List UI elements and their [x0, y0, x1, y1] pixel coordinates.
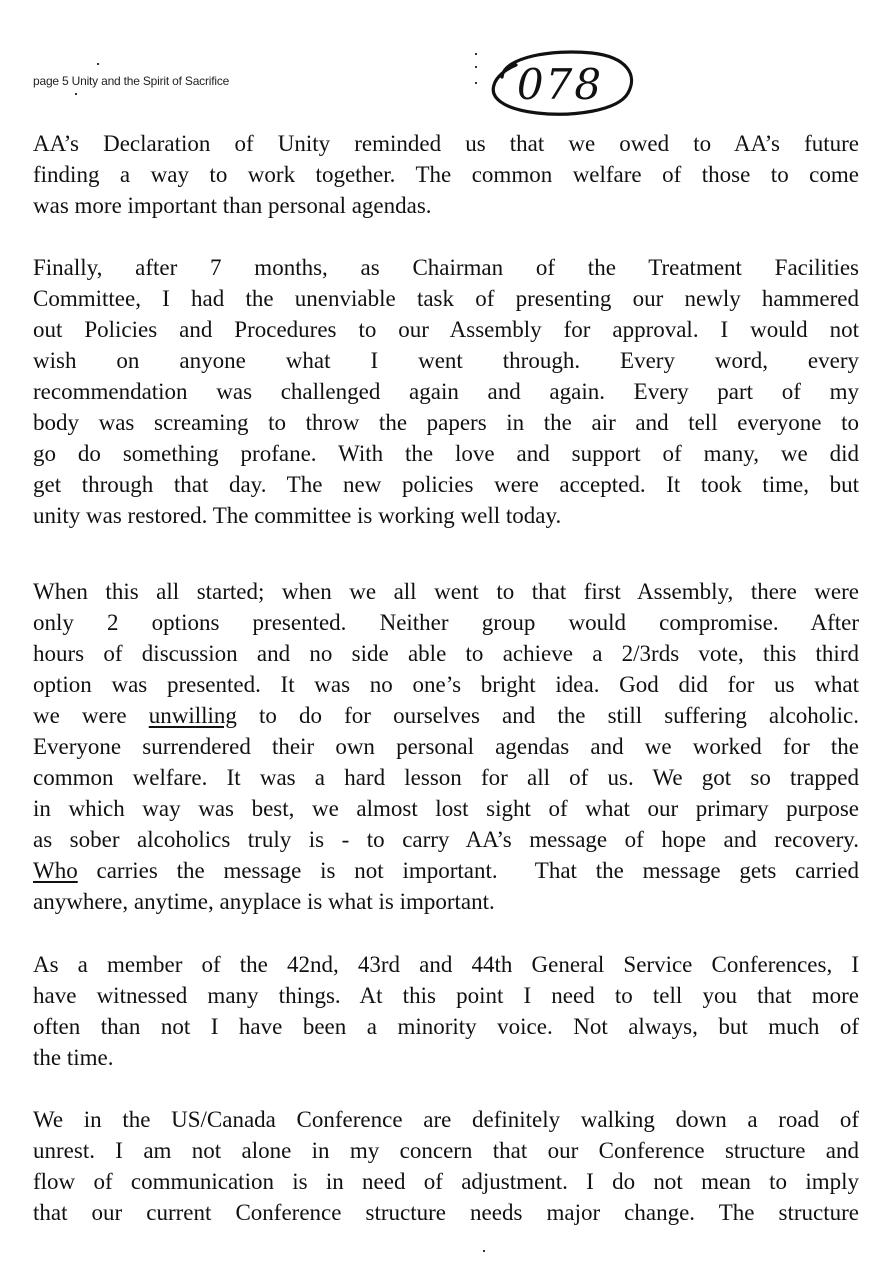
scan-speck: [475, 66, 477, 68]
text-line: We in the US/Canada Conference are definitely walking down a road of: [33, 1107, 859, 1132]
paragraph-2: [33, 252, 859, 531]
scan-speck: [475, 82, 477, 84]
underlined-word: Who: [33, 858, 78, 883]
scan-speck: [75, 93, 77, 95]
text-line: in which way was best, we almost lost sight of what our primary purpose: [33, 796, 859, 821]
text-line: have witnessed many things. At this point I need to tell you that more: [33, 983, 859, 1008]
paragraph-3: [33, 576, 859, 917]
text-line: unity was restored. The committee is working well today.: [33, 503, 562, 528]
paragraph-5: [33, 1104, 859, 1228]
text-segment: carries the message is not important. That the message gets carried: [77, 858, 859, 883]
text-line: often than not I have been a minority voice. Not always, but much of: [33, 1014, 859, 1039]
text-line: as sober alcoholics truly is - to carry AA’s message of hope and recovery.: [33, 827, 859, 852]
paragraph-1: [33, 128, 859, 221]
text-line: anywhere, anytime, anyplace is what is important.: [33, 889, 495, 914]
text-line: recommendation was challenged again and again. Every part of my: [33, 379, 859, 404]
stamp-number: 078: [516, 59, 604, 109]
text-line: When this all started; when we all went to that first Assembly, there were: [33, 579, 859, 604]
scan-speck: [97, 63, 99, 65]
text-line: hours of discussion and no side able to achieve a 2/3rds vote, this third: [33, 641, 859, 666]
text-line: option was presented. It was no one’s bright idea. God did for us what: [33, 672, 859, 697]
page-header: page 5 Unity and the Spirit of Sacrifice: [33, 74, 230, 88]
text-line: go do something profane. With the love and support of many, we did: [33, 441, 859, 466]
text-line: the time.: [33, 1045, 114, 1070]
text-segment: we were: [33, 703, 149, 728]
page-number-stamp: [482, 47, 638, 117]
text-line: body was screaming to throw the papers in the air and tell everyone to: [33, 410, 859, 435]
scan-speck: [475, 53, 477, 55]
text-line: that our current Conference structure needs major change. The structure: [33, 1200, 859, 1225]
text-line-with-underline: [33, 855, 859, 886]
text-segment: to do for ourselves and the still suffering alcoholic.: [236, 703, 859, 728]
text-line: get through that day. The new policies were accepted. It took time, but: [33, 472, 859, 497]
text-line: Everyone surrendered their own personal agendas and we worked for the: [33, 734, 859, 759]
text-line: Finally, after 7 months, as Chairman of the Treatment Facilities: [33, 255, 859, 280]
scan-speck: [483, 1250, 485, 1252]
text-line: out Policies and Procedures to our Assembly for approval. I would not: [33, 317, 859, 342]
text-line: unrest. I am not alone in my concern that our Conference structure and: [33, 1138, 859, 1163]
text-line: flow of communication is in need of adjustment. I do not mean to imply: [33, 1169, 859, 1194]
text-line: common welfare. It was a hard lesson for all of us. We got so trapped: [33, 765, 859, 790]
text-line: only 2 options presented. Neither group would compromise. After: [33, 610, 859, 635]
text-line: wish on anyone what I went through. Every word, every: [33, 348, 859, 373]
text-line: As a member of the 42nd, 43rd and 44th General Service Conferences, I: [33, 952, 859, 977]
text-line: finding a way to work together. The common welfare of those to come: [33, 162, 859, 187]
text-line: AA’s Declaration of Unity reminded us that we owed to AA’s future: [33, 131, 859, 156]
text-line: Committee, I had the unenviable task of presenting our newly hammered: [33, 286, 859, 311]
underlined-word: unwilling: [148, 703, 237, 728]
paragraph-4: [33, 949, 859, 1073]
text-line: was more important than personal agendas.: [33, 193, 432, 218]
text-line-with-underline: [33, 700, 859, 731]
